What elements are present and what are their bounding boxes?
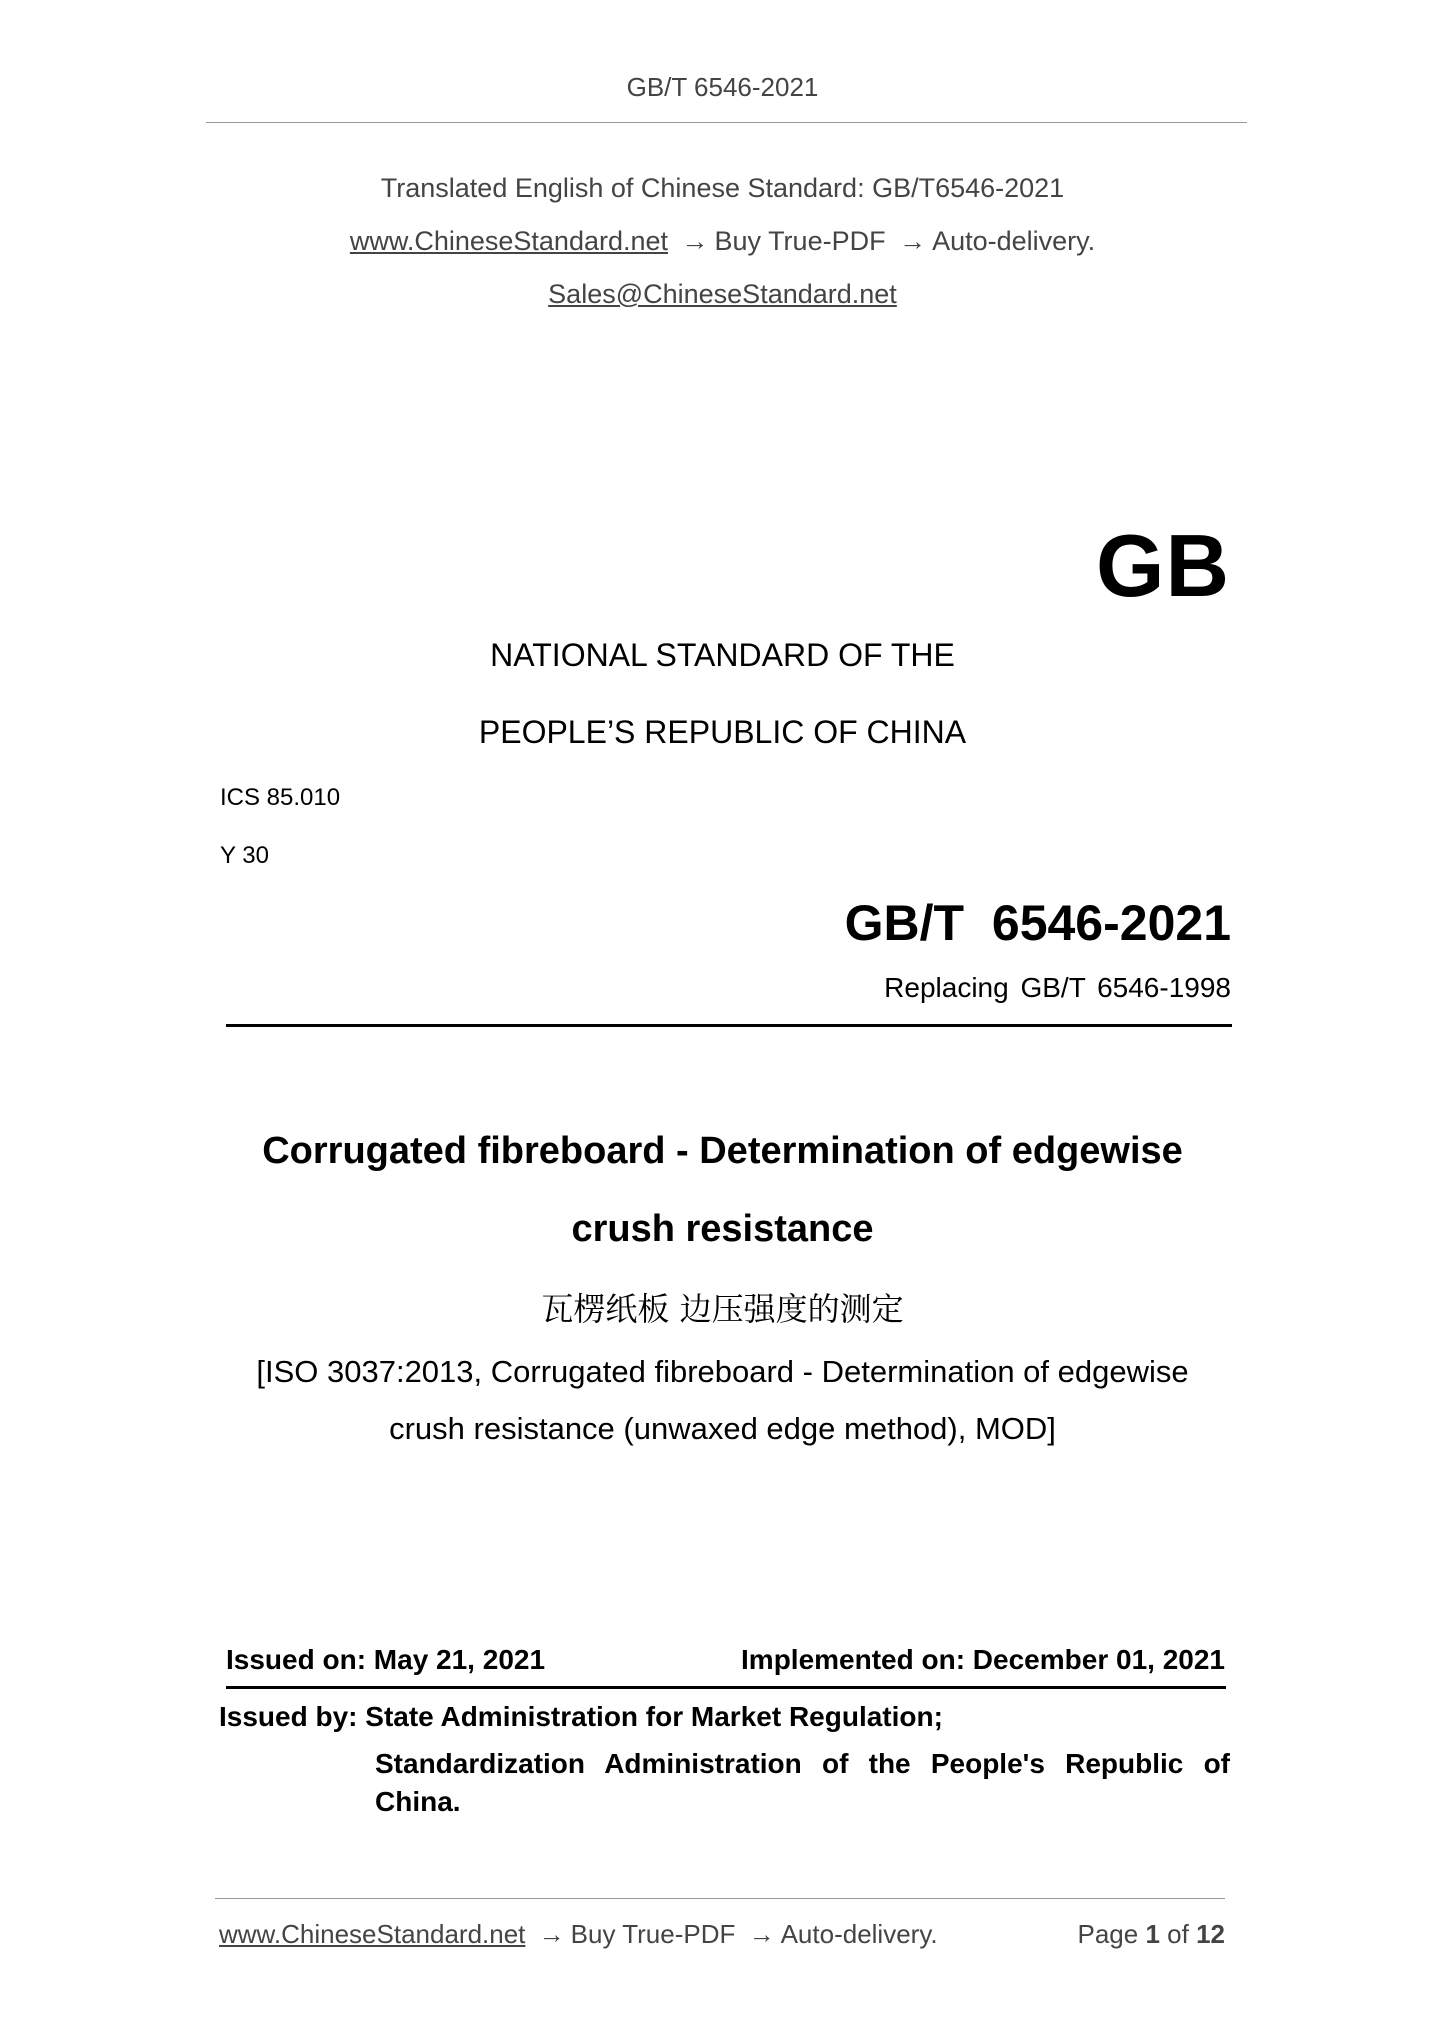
footer-buy-pdf-text: Buy True-PDF xyxy=(570,1919,736,1949)
footer-delivery-text: Auto-delivery. xyxy=(780,1919,938,1949)
title-line-2: crush resistance xyxy=(571,1208,874,1250)
buy-pdf-text: Buy True-PDF xyxy=(714,226,886,256)
footer-promo-line xyxy=(219,1919,938,1950)
iso-reference-line-1: [ISO 3037:2013, Corrugated fibreboard - Determination of edgewise xyxy=(256,1354,1189,1389)
page-label: Page xyxy=(1077,1919,1139,1949)
ccs-code: Y 30 xyxy=(220,842,269,869)
iso-reference-line-2: crush resistance (unwaxed edge method), MOD] xyxy=(389,1411,1056,1446)
header-divider xyxy=(206,122,1247,123)
arrow-right-icon: → xyxy=(899,226,927,256)
email-line xyxy=(0,279,1445,310)
arrow-right-icon: → xyxy=(538,1919,565,1949)
issued-by: Issued by: State Administration for Market Regulation; xyxy=(219,1701,943,1732)
issue-divider xyxy=(226,1686,1226,1689)
footer-site-link[interactable]: www.ChineseStandard.net xyxy=(219,1919,526,1949)
issued-by-line-3: China. xyxy=(375,1786,461,1817)
of-label: of xyxy=(1167,1919,1189,1949)
ics-code: ICS 85.010 xyxy=(220,784,341,811)
delivery-text: Auto-delivery. xyxy=(932,226,1096,256)
standard-number: GB/T 6546-2021 xyxy=(844,895,1231,951)
arrow-right-icon: → xyxy=(681,226,709,256)
page-number: 1 xyxy=(1145,1919,1160,1949)
site-promo-line xyxy=(0,226,1445,257)
national-standard-line-2: PEOPLE’S REPUBLIC OF CHINA xyxy=(478,714,967,750)
national-standard-line-1: NATIONAL STANDARD OF THE xyxy=(490,637,955,673)
site-link[interactable]: www.ChineseStandard.net xyxy=(349,226,669,256)
implemented-on-date: Implemented on: December 01, 2021 xyxy=(741,1644,1225,1675)
issued-on-date: Issued on: May 21, 2021 xyxy=(226,1644,546,1675)
running-header: GB/T 6546-2021 xyxy=(626,72,819,102)
title-line-1: Corrugated fibreboard - Determination of edgewise xyxy=(262,1130,1183,1172)
issued-by-line-2: Standardization Administration of the People's Republic of xyxy=(375,1748,1230,1779)
translated-line: Translated English of Chinese Standard: GB/T6546-2021 xyxy=(380,173,1065,203)
email-link[interactable]: Sales@ChineseStandard.net xyxy=(548,279,897,309)
gb-logo: GB xyxy=(1096,516,1230,615)
arrow-right-icon: → xyxy=(748,1919,775,1949)
chinese-title: 瓦楞纸板 边压强度的测定 xyxy=(541,1290,904,1328)
title-divider xyxy=(226,1024,1232,1027)
page-total: 12 xyxy=(1196,1919,1225,1949)
page-indicator xyxy=(1077,1919,1225,1950)
footer-divider xyxy=(215,1898,1225,1899)
replacing-standard: Replacing GB/T 6546-1998 xyxy=(884,972,1231,1003)
